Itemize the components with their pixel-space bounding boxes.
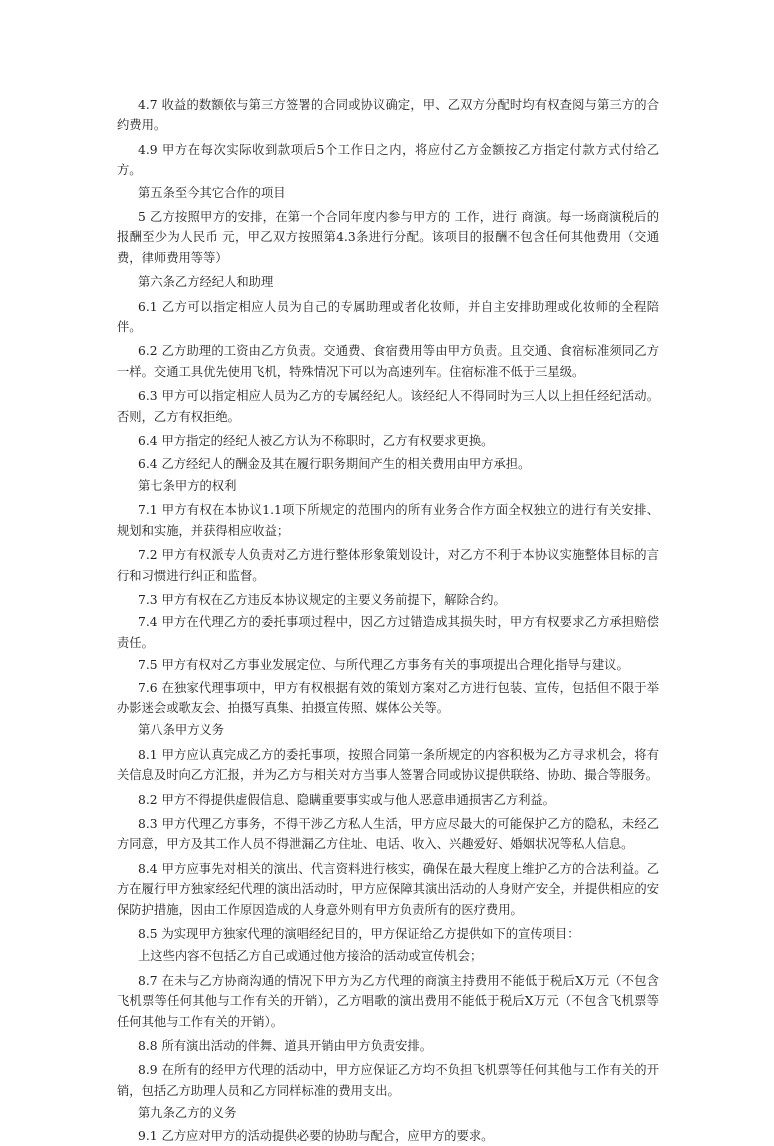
clause-6-2: 6.2 乙方助理的工资由乙方负责。交通费、食宿费用等由甲方负责。且交通、食宿标准须同乙方一样。交通工具优先使用飞机，特殊情况下可以为高速列车。住宿标准不低于三星级。 xyxy=(117,344,659,379)
clause-5: 5 乙方按照甲方的安排，在第一个合同年度内参与甲方的 工作，进行 商演。每一场商演税后的报酬至少为人民币 元，甲乙双方按照第4.3条进行分配。该项目的报酬不包含任何其他费用（交通费，律师费用等等） xyxy=(117,210,659,265)
clause-8-5: 8.5 为实现甲方独家代理的演唱经纪目的，甲方保证给乙方提供如下的宣传项目： xyxy=(138,927,580,942)
clause-7-1: 7.1 甲方有权在本协议1.1项下所规定的范围内的所有业务合作方面全权独立的进行有关安排、规划和实施，并获得相应收益； xyxy=(117,503,659,538)
clause-7-4: 7.4 甲方在代理乙方的委托事项过程中，因乙方过错造成其损失时，甲方有权要求乙方承担赔偿责任。 xyxy=(117,615,659,650)
clause-8-7: 8.7 在未与乙方协商沟通的情况下甲方为乙方代理的商演主持费用不能低于税后X万元（不包含飞机票等任何其他与工作有关的开销），乙方唱歌的演出费用不能低于税后X万元（不包含飞机票等任何其他与工作有关的开销）。 xyxy=(117,973,659,1029)
clause-7-2: 7.2 甲方有权派专人负责对乙方进行整体形象策划设计，对乙方不利于本协议实施整体目标的言行和习惯进行纠正和监督。 xyxy=(117,548,659,583)
clause-8-9: 8.9 在所有的经甲方代理的活动中，甲方应保证乙方均不负担飞机票等任何其他与工作有关的开销，包括乙方助理人员和乙方同样标准的费用支出。 xyxy=(117,1063,659,1098)
section-heading-7: 第七条甲方的权利 xyxy=(138,478,237,493)
clause-9-1: 9.1 乙方应对甲方的活动提供必要的协助与配合，应甲方的要求。 xyxy=(138,1128,494,1143)
clause-6-3: 6.3 甲方可以指定相应人员为乙方的专属经纪人。该经纪人不得同时为三人以上担任经纪活动。否则，乙方有权拒绝。 xyxy=(117,389,659,424)
clause-8-8: 8.8 所有演出活动的伴舞、道具开销由甲方负责安排。 xyxy=(138,1039,432,1054)
section-heading-5: 第五条至今其它合作的项目 xyxy=(138,185,286,200)
clause-8-5-note: 上这些内容不包括乙方自己或通过他方接洽的活动或宣传机会； xyxy=(138,949,483,964)
clause-6-1: 6.1 乙方可以指定相应人员为自己的专属助理或者化妆师，并自主安排助理或化妆师的全程陪伴。 xyxy=(117,299,659,335)
clause-4-9: 4.9 甲方在每次实际收到款项后5个工作日之内，将应付乙方金额按乙方指定付款方式付给乙方。 xyxy=(117,142,659,178)
clause-4-7: 4.7 收益的数额依与第三方签署的合同或协议确定，甲、乙双方分配时均有权查阅与第三方的合约费用。 xyxy=(117,98,659,133)
clause-8-4: 8.4 甲方应事先对相关的演出、代言资料进行核实，确保在最大程度上维护乙方的合法利益。乙方在履行甲方独家经纪代理的演出活动时，甲方应保障其演出活动的人身财产安全，并提供相应的安保防护措施，因由工作原因造成的人身意外则有甲方负责所有的医疗费用。 xyxy=(117,861,659,917)
clause-8-3: 8.3 甲方代理乙方事务，不得干涉乙方私人生活，甲方应尽最大的可能保护乙方的隐私，未经乙方同意，甲方及其工作人员不得泄漏乙方住址、电话、收入、兴趣爱好、婚姻状况等私人信息。 xyxy=(117,817,659,852)
clause-7-3: 7.3 甲方有权在乙方违反本协议规定的主要义务前提下，解除合约。 xyxy=(138,592,506,607)
clause-8-2: 8.2 甲方不得提供虚假信息、隐瞒重要事实或与他人恶意串通损害乙方利益。 xyxy=(138,792,555,807)
document-body xyxy=(117,95,659,1146)
section-heading-6: 第六条乙方经纪人和助理 xyxy=(138,275,274,290)
clause-7-5: 7.5 甲方有权对乙方事业发展定位、与所代理乙方事务有关的事项提出合理化指导与建议。 xyxy=(138,658,629,673)
clause-7-6: 7.6 在独家代理事项中，甲方有权根据有效的策划方案对乙方进行包装、宣传，包括但不限于举办影迷会或歌友会、拍摄写真集、拍摄宣传照、媒体公关等。 xyxy=(117,680,659,715)
clause-6-4b: 6.4 乙方经纪人的酬金及其在履行职务期间产生的相关费用由甲方承担。 xyxy=(138,456,531,471)
section-heading-8: 第八条甲方义务 xyxy=(138,723,225,738)
clause-8-1: 8.1 甲方应认真完成乙方的委托事项，按照合同第一条所规定的内容积极为乙方寻求机会，将有关信息及时向乙方汇报，并为乙方与相关对方当事人签署合同或协议提供联络、协助、撮合等服务。 xyxy=(117,747,659,783)
section-heading-9: 第九条乙方的义务 xyxy=(138,1106,237,1121)
clause-6-4a: 6.4 甲方指定的经纪人被乙方认为不称职时，乙方有权要求更换。 xyxy=(138,434,494,449)
